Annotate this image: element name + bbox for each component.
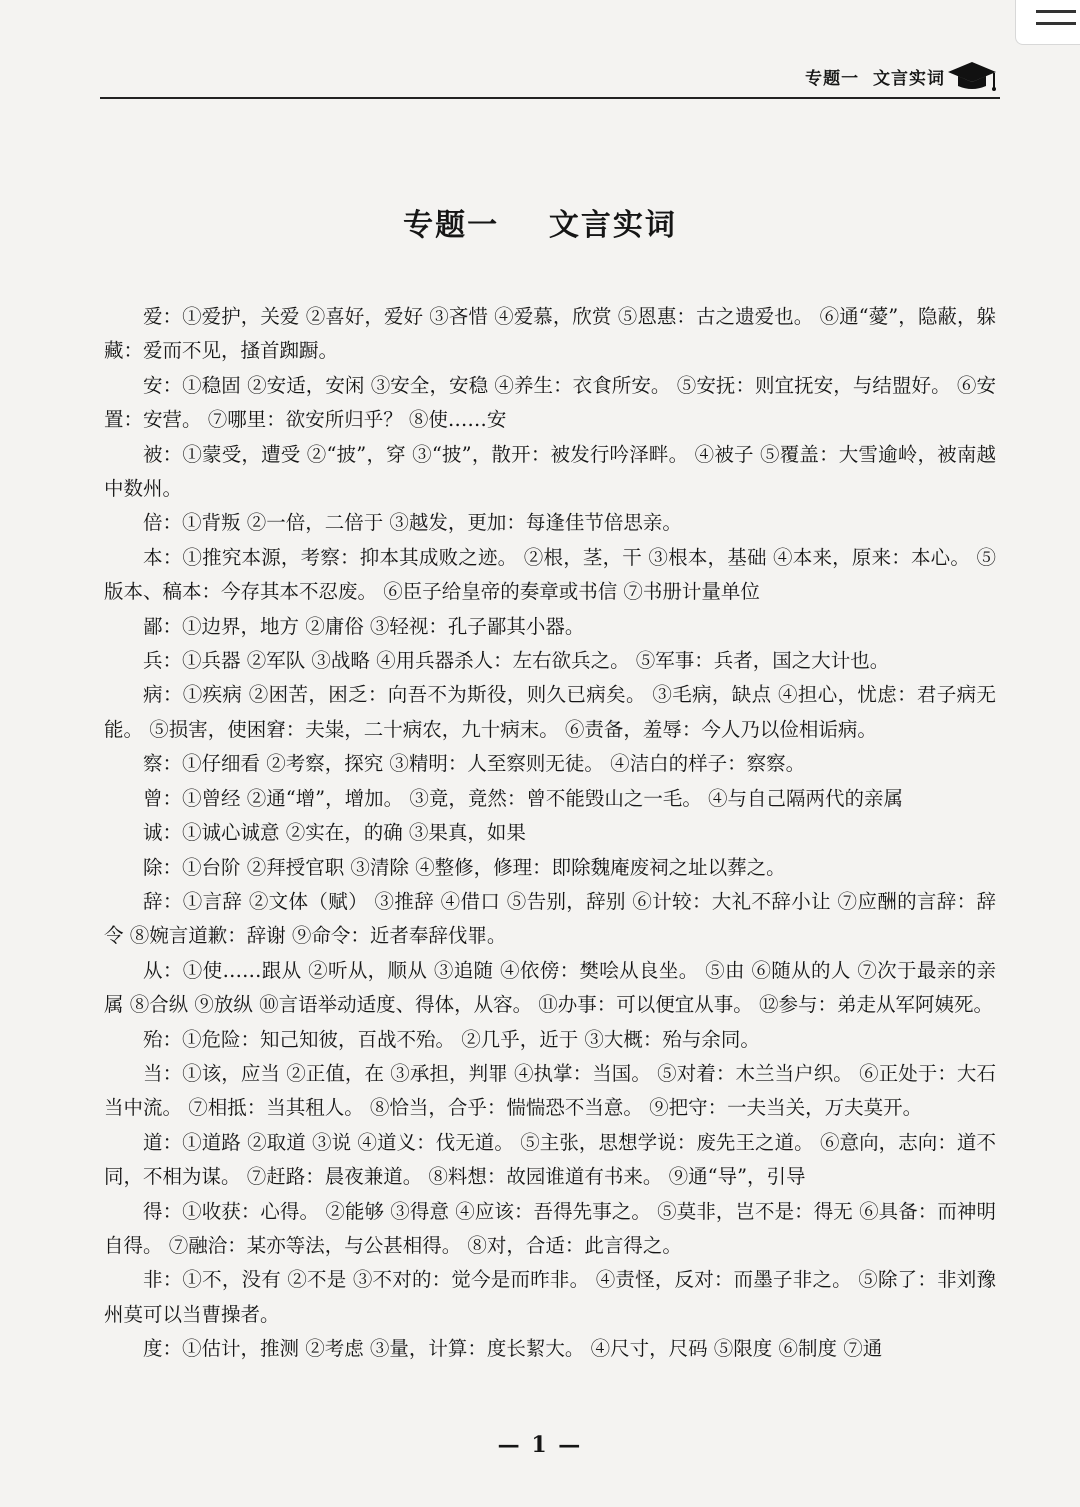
entry-cha: 察：①仔细看 ②考察，探究 ③精明：人至察则无徒。 ④洁白的样子：察察。 <box>143 752 806 776</box>
menu-button[interactable] <box>1015 0 1080 45</box>
entry-ceng: 曾：①曾经 ②通“增”，增加。 ③竟，竟然：曾不能毁山之一毛。 ④与自己隔两代的亲属 <box>143 786 904 810</box>
entry-bei-double: 倍：①背叛 ②一倍，二倍于 ③越发，更加：每逢佳节倍思亲。 <box>143 511 682 535</box>
entry-fei: 非：①不，没有 ②不是 ③不对的：觉今是而昨非。 ④责怪，反对：而墨子非之。 ⑤除了：非刘豫州莫可以当曹操者。 <box>104 1268 996 1326</box>
entry-cong: 从：①使……跟从 ②听从，顺从 ③追随 ④依傍：樊哙从良坐。 ⑤由 ⑥随从的人 ⑦次于最亲的亲属 ⑧合纵 ⑨放纵 ⑩言语举动适度、得体，从容。 ⑪办事：可以便宜从事。 ⑫参与：弟走从军阿姨死。 <box>104 958 996 1017</box>
running-header-title: 专题一 文言实词 <box>805 69 945 89</box>
entry-dao: 道：①道路 ②取道 ③说 ④道义：伐无道。 ⑤主张，思想学说：废先王之道。 ⑥意向，志向：道不同，不相为谋。 ⑦赶路：晨夜兼道。 ⑧料想：故园谁道有书来。 ⑨通“导”，引导 <box>104 1130 996 1189</box>
running-header <box>100 60 1000 100</box>
entry-cheng: 诚：①诚心诚意 ②实在，的确 ③果真，如果 <box>143 821 526 845</box>
menu-icon-bar <box>1036 22 1076 25</box>
entry-ci: 辞：①言辞 ②文体（赋） ③推辞 ④借口 ⑤告别，辞别 ⑥计较：大礼不辞小让 ⑦应酬的言辞：辞令 ⑧婉言道歉：辞谢 ⑨命令：近者奉辞伐罪。 <box>104 889 996 948</box>
graduation-cap-icon <box>946 60 998 94</box>
entry-ai: 爱：①爱护，关爱 ②喜好，爱好 ③吝惜 ④爱慕，欣赏 ⑤恩惠：古之遗爱也。 ⑥通“薆”，隐蔽，躲藏：爱而不见，搔首踟蹰。 <box>104 305 996 363</box>
page-title: 专题一 文言实词 <box>403 208 677 243</box>
entry-an: 安：①稳固 ②安适，安闲 ③安全，安稳 ④养生：衣食所安。 ⑤安抚：则宜抚安，与结盟好。 ⑥安置：安营。 ⑦哪里：欲安所归乎？ ⑧使……安 <box>104 373 996 432</box>
menu-icon <box>1036 10 1076 13</box>
entry-dang: 当：①该，应当 ②正值，在 ③承担，判罪 ④执掌：当国。 ⑤对着：木兰当户织。 ⑥正处于：大石当中流。 ⑦相抵：当其租人。 ⑧恰当，合乎：惴惴恐不当意。 ⑨把守：一夫当关，万夫莫开。 <box>104 1061 996 1120</box>
entry-bi: 鄙：①边界，地方 ②庸俗 ③轻视：孔子鄙其小器。 <box>143 614 585 638</box>
entry-de: 得：①收获：心得。 ②能够 ③得意 ④应该：吾得先事之。 ⑤莫非，岂不是：得无 ⑥具备：而神明自得。 ⑦融洽：某亦等法，与公甚相得。 ⑧对，合适：此言得之。 <box>104 1199 996 1257</box>
entry-du: 度：①估计，推测 ②考虑 ③量，计算：度长絜大。 ④尺寸，尺码 ⑤限度 ⑥制度 ⑦通 <box>143 1337 883 1361</box>
entry-bing-soldier: 兵：①兵器 ②军队 ③战略 ④用兵器杀人：左右欲兵之。 ⑤军事：兵者，国之大计也。 <box>143 649 890 673</box>
entry-chu: 除：①台阶 ②拜授官职 ③清除 ④整修，修理：即除魏庵废祠之址以葬之。 <box>143 855 786 879</box>
entry-list <box>104 300 996 1367</box>
header-rule <box>100 97 1000 99</box>
page-number: — 1 — <box>497 1432 583 1458</box>
entry-bei-covered: 被：①蒙受，遭受 ②“披”，穿 ③“披”，散开：被发行吟泽畔。 ④被子 ⑤覆盖：大雪逾岭，被南越中数州。 <box>104 442 996 501</box>
entry-ben: 本：①推究本源，考察：抑本其成败之迹。 ②根，茎，干 ③根本，基础 ④本来，原来：本心。 ⑤版本、稿本：今存其本不忍废。 ⑥臣子给皇帝的奏章或书信 ⑦书册计量单位 <box>104 545 996 604</box>
entry-bing-illness: 病：①疾病 ②困苦，困乏：向吾不为斯役，则久已病矣。 ③毛病，缺点 ④担心，忧虑：君子病无能。 ⑤损害，使困窘：夫粜，二十病农，九十病末。 ⑥责备，羞辱：今人乃以俭相诟病。 <box>104 683 996 741</box>
entry-dai: 殆：①危险：知己知彼，百战不殆。 ②几乎，近于 ③大概：殆与余同。 <box>143 1027 760 1051</box>
